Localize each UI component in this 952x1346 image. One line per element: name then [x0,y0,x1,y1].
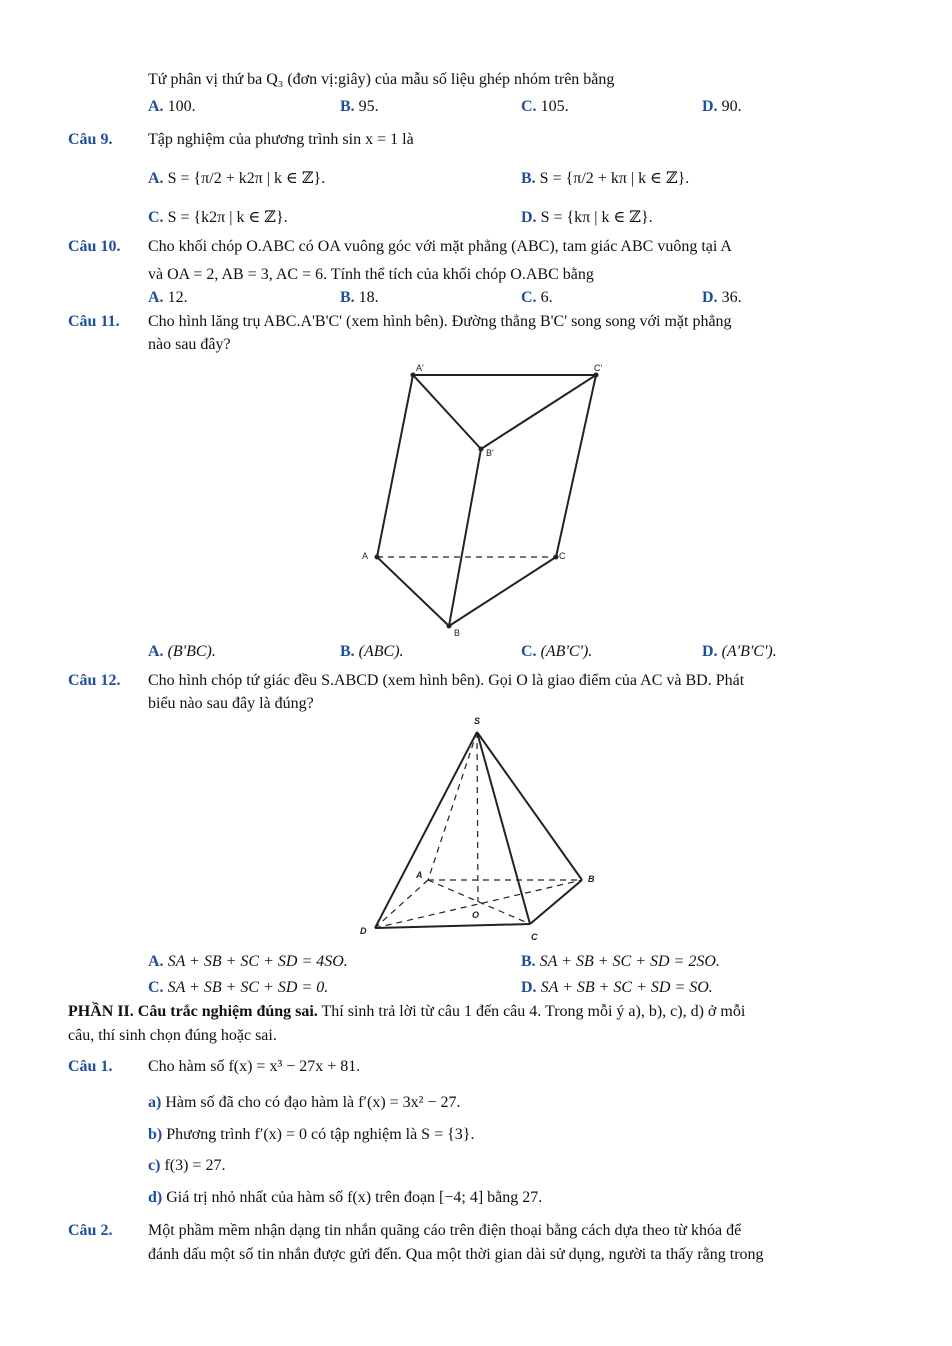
vertex-a [375,555,380,560]
edge-a-d-hidden [375,880,428,928]
q10-option-b: B. 18. [340,289,379,306]
q11-line2: nào sau đây? [148,336,231,353]
p2q2-line2: đánh dấu một số tin nhắn được gửi đến. Qua một thời gian dài sử dụng, người ta thấy rằng trong [148,1246,764,1263]
part2-intro-line1: PHẦN II. Câu trắc nghiệm đúng sai. Thí sinh trả lời từ câu 1 đến câu 4. Trong mỗi ý a), b), c), d) ở mỗi [68,1003,746,1020]
q10-label: Câu 10. [68,238,121,255]
label-b1: B' [486,448,494,458]
edge-a-b [377,557,449,626]
q9-option-b: B. S = {π/2 + kπ | k ∈ ℤ}. [521,170,690,187]
q10-line1: Cho khối chóp O.ABC có OA vuông góc với mặt phẳng (ABC), tam giác ABC vuông tại A [148,238,732,255]
label-s: S [474,716,481,726]
q12-option-c: C. SA + SB + SC + SD = 0. [148,979,329,996]
edge-a1-a [377,375,413,557]
q9-option-c: C. S = {k2π | k ∈ ℤ}. [148,209,288,226]
q11-option-c: C. (AB'C'). [521,643,593,660]
q10-line2: và OA = 2, AB = 3, AC = 6. Tính thể tích của khối chóp O.ABC bằng [148,266,594,283]
label-b: B [588,874,595,884]
label-a1: A' [416,363,424,373]
edge-c-b [449,557,556,626]
p2q1-label: Câu 1. [68,1058,113,1075]
pyramid-figure [350,712,610,947]
vertex-a1 [411,373,416,378]
q11-option-d: D. (A'B'C'). [702,643,777,660]
q11-option-a: A. (B'BC). [148,643,216,660]
p2q1-item-c: c) f(3) = 27. [148,1157,226,1174]
vertex-b1 [479,447,484,452]
edge-c1-b1 [481,375,596,449]
vertex-c1 [594,373,599,378]
p2q1-item-d: d) Giá trị nhỏ nhất của hàm số f(x) trên đoạn [−4; 4] bằng 27. [148,1189,543,1206]
label-d: D [360,926,367,936]
edge-d-c [375,924,530,928]
vertex-b [447,624,452,629]
q12-line1: Cho hình chóp tứ giác đều S.ABCD (xem hình bên). Gọi O là giao điểm của AC và BD. Phát [148,672,745,689]
edge-s-b [477,732,582,880]
q8-option-c: C. 105. [521,98,569,115]
q12-line2: biểu nào sau đây là đúng? [148,695,314,712]
label-c1: C' [594,363,603,373]
q12-option-d: D. SA + SB + SC + SD = SO. [521,979,713,996]
q9-label: Câu 9. [68,131,113,148]
label-c: C [559,551,566,561]
q12-label: Câu 12. [68,672,121,689]
q12-option-a: A. SA + SB + SC + SD = 4SO. [148,953,348,970]
p2q1-item-b: b) Phương trình f′(x) = 0 có tập nghiệm là S = {3}. [148,1126,475,1143]
label-a: A [362,551,369,561]
label-b: B [454,628,461,638]
q11-option-b: B. (ABC). [340,643,404,660]
edge-c-b [530,880,582,924]
edge-c1-c [556,375,596,557]
q12-option-b: B. SA + SB + SC + SD = 2SO. [521,953,720,970]
q9-stem: Tập nghiệm của phương trình sin x = 1 là [148,131,414,148]
q10-option-c: C. 6. [521,289,553,306]
p2q2-line1: Một phầm mềm nhận dạng tin nhắn quãng cáo trên điện thoại bằng cách dựa theo từ khóa để [148,1222,742,1239]
edge-s-a-hidden [428,732,477,880]
q11-label: Câu 11. [68,313,120,330]
q10-option-d: D. 36. [702,289,742,306]
p2q2-label: Câu 2. [68,1222,113,1239]
q8-option-d: D. 90. [702,98,742,115]
p2q1-stem: Cho hàm số f(x) = x³ − 27x + 81. [148,1058,361,1075]
q10-option-a: A. 12. [148,289,188,306]
q8-option-b: B. 95. [340,98,379,115]
part2-heading: PHẦN II. Câu trắc nghiệm đúng sai. [68,1003,318,1020]
prism-figure [350,360,620,640]
edge-a1-b1 [413,375,481,449]
edge-b1-b [449,449,481,626]
label-c: C [531,932,538,942]
height-s-o-hidden [477,732,478,902]
q9-option-a: A. S = {π/2 + k2π | k ∈ ℤ}. [148,170,326,187]
label-o: O [472,910,480,920]
label-a: A [416,870,423,880]
q9-option-d: D. S = {kπ | k ∈ ℤ}. [521,209,653,226]
part2-intro-line2: câu, thí sinh chọn đúng hoặc sai. [68,1027,277,1044]
edge-s-d [375,732,480,928]
p2q1-item-a: a) Hàm số đã cho có đạo hàm là f′(x) = 3x² − 27. [148,1094,461,1111]
q8-stem-text: Tứ phân vị thứ ba Q₃ (đơn vị:giây) của mẫu số liệu ghép nhóm trên bằng [148,71,615,88]
vertex-c [554,555,559,560]
q8-option-a: A. 100. [148,98,196,115]
edge-s-c [477,732,530,924]
q11-line1: Cho hình lăng trụ ABC.A'B'C' (xem hình bên). Đường thẳng B'C' song song với mặt phẳng [148,313,732,330]
